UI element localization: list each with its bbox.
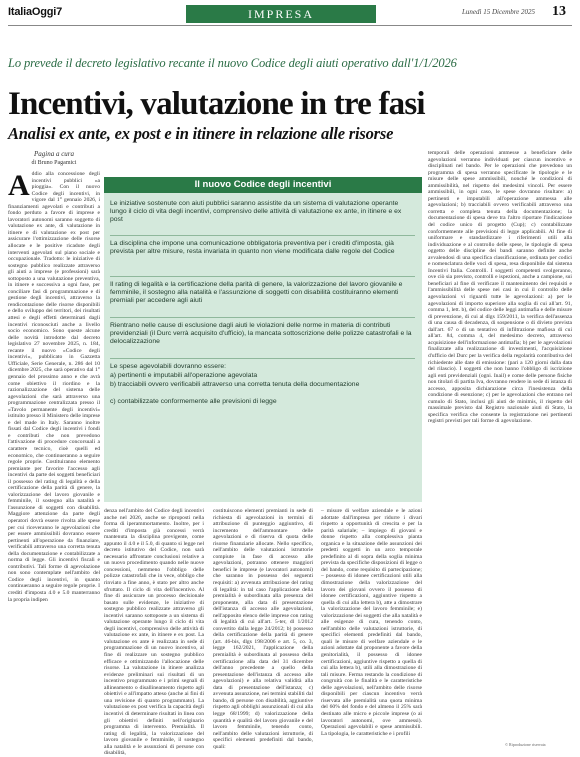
- column-2-text: denza nell'ambito del Codice degli incentivi anche nel 2026, anche se riproposti nella forma di iperammortamento. Inoltre, per i crediti d'imposta già concessi verrà mantenuta la disciplina previgente, come appunto il 4.0 e il 5.0, di quanto si legge nel decreto istitutivo del Codice, non sarà necessario affrontare conclusioni relative a un nuovo procedimento quando nelle nuove concessioni, nemmeno l'obbligo delle polizze catastrofali che in vece, obbligo che rinviato a fine anno, è stato per altro anche sfruttato. Il ciclo di vita dell'incentivo. Al fine di assicurare un processo decisionale basato sulle evidenze, le iniziative di sostegno pubblico realizzate attraverso gli incentivi saranno sottoposte a un sistema di valutazione operante lungo il ciclo di vita degli incentivi, comprensivo delle attività di valutazione ex ante, in itinere e ex post. La valutazione ex ante è realizzata in sede di programmazione di un nuovo incentivo, al fine di realizzare un sostegno pubblico efficace e ottimizzando l'allocazione delle risorse. La valutazione in itinere analizza evidenze preliminari sui risultati di un incentivo programmato e i primi segnali di allineamento o disallineamento rispetto agli obiettivi e all'impatto atteso (anche ai fini di una revisione di quanto programmato). La valutazione ex post verifica la capacità degli incentivi di determinare risultati in linea con gli obiettivi definiti nell'originario programma di intervento. Premialità. Il rating di legalità, la valorizzazione del lavoro giovanile e femminile, il sostegno alla natalità e le assunzioni di persone con disabilità,: [104, 508, 204, 757]
- article-column-5: [428, 150, 572, 740]
- box-paragraph-1: Le iniziative sostenute con aiuti pubblici saranno assistite da un sistema di valutazione operante lungo il ciclo di vita degli incentivi, comprensivo delle attività di valutazione ex ante, in itinere e ex post: [110, 200, 402, 224]
- article-column-4: [321, 508, 422, 745]
- article-column-3: [213, 508, 313, 750]
- box-separator: [110, 317, 415, 318]
- box-spese-item-b: b) tracciabili ovvero verificabili attraverso una corretta tenuta della documentazione: [110, 381, 360, 388]
- box-separator: [110, 276, 415, 277]
- sidebar-box-title: Il nuovo Codice degli incentivi: [104, 177, 422, 193]
- column-4-text: – misure di welfare aziendale e le azioni adottate dall'impresa per ridurre i divari rispetto a opportunità di crescita e per la parità salariale; – impiego di giovani e donne rispetto alla complessiva pianta organica e la situazione delle assunzioni dei predetti soggetti in un arco temporale predefinito al di sopra della soglia minima prevista da specifiche disposizioni di legge o del bando, come requisito di partecipazione; – possesso di idonee certificazioni utili alla dimostrazione della valorizzazione del lavoro dei giovani ovvero il possesso di idonee certificazioni, aggiuntive rispetto a quella di cui alla lettera b), atte a dimostrare la valorizzazione del lavoro femminile; e) valorizzazione dei soggetti che alla natalità e alle esigenze di cura, tenendo conto, nell'ambito delle valutazioni istruttorie, di specifici elementi predefiniti dal bando, quali le misure di welfare aziendale e le azioni adottate dal proponente a favore della genitorialità, il possesso di idonee certificazioni, aggiuntive rispetto a quella di cui alla lettera b), utili alla dimostrazione di tali misure. Ferma restando la condizione di congruità con le finalità e le caratteristiche delle agevolazioni, nell'ambito delle risorse disponibili per ciascun incentivo verrà riservata alle premialità una quota minima del 60% del fondo e del almeno il 25% sarà destinato alle micro e piccole imprese (o ai lavoratori autonomi, ove ammessi). Operazioni agevolabili e spese ammissibili. La tipologia, le caratteristiche e i profili: [321, 508, 422, 737]
- page-header: [0, 0, 580, 24]
- column-3-text: costituiscono elementi premianti in sede di richiesta di agevolazioni in termini di attribuzione di punteggio aggiuntivo, di incremento dell'ammontare delle agevolazioni e di riserva di quota delle risorse finanziarie allocate. Nello specifico, nell'ambito delle valutazioni istruttorie compiute in fase di accesso alle agevolazioni, potranno ottenere maggiori benefici le imprese (e lavoratori autonomi) che saranno in possesso dei seguenti requisiti: a) avvenuta attribuzione del rating di legalità: in tal caso l'applicazione della premialità è subordinata alla presenza del proponente, alla data di presentazione dell'istanza di accesso alle agevolazioni, nell'apposito elenco delle imprese con rating di legalità di cui all'art. 5-ter, dl 1/2012 convertito dalla legge 24/2012; b) possesso della certificazione della parità di genere (art. 46-bis, dlgs 198/2006 e art. 5, co. 3, legge 162/2021, l'applicazione della premialità è subordinata al possesso della certificazione alla data del 31 dicembre dell'anno precedente a quello della presentazione dell'istanza di accesso alle agevolazioni) e alla relativa validità alla data di presentazione dell'istanza; c) avvenuta assunzione, nei termini stabiliti dal bando, di persone con disabilità, aggiuntive rispetto agli obblighi assunzionali di cui alla legge 68/1999; d) valorizzazione della quantità e qualità del lavoro giovanile e del lavoro femminile, tenendo conto, nell'ambito delle valutazioni istruttorie, di specifici elementi predefiniti dal bando, quali:: [213, 508, 313, 750]
- header-divider: [8, 25, 572, 26]
- byline-prefix: Pagina a cura: [33, 150, 75, 158]
- article-column-2: [104, 508, 204, 757]
- copyright-note: © Riproduzione riservata: [505, 742, 546, 747]
- column-5-text: temporali delle operazioni ammesse a beneficiare delle agevolazioni verranno individuati per ciascun incentivo e disciplinati nel bando. Per le operazioni che prevedono un programma di spesa verranno specificate le tipologie e le misure delle spese ammissibili, nonché le condizioni di ammissibilità, nel rispetto dei medesimi vincoli. Per essere ammissibili, in ogni caso, le spese dovranno risultare: a) pertinenti e imputabili all'operazione ammessa alle agevolazioni; b) tracciabili ovvero verificabili attraverso una corretta e completa tenuta della documentazione; la documentazione di spesa deve tra l'altro riportare l'indicazione del codice unico di progetto (Cup); c) contabilizzate conformemente alle previsioni di legge applicabili. Al fine di uniformare e standardizzare i riferimenti utili alla individuazione e al controllo delle spese, le tipologie di spesa oggetto delle discipline dei bandi saranno definite anche avvalendosi di una specifica classificazione, ordinata per codici e nomenclatura delle voci di spesa, resa disponibile dal sistema Incentivi Italia. Controlli. I soggetti competenti svolgeranno, ove ciò sia previsto, controlli e ispezioni, anche a campione, sui beneficiari al fine di verificare il mantenimento dei requisiti e l'ammissibilità delle spese nei casi in cui il controllo delle agevolazioni vi riguardi tutte le agevolazioni: a) per le agevolazioni di importo superiore alla soglia di cui all'art. 91, comma 1, lett. b), del codice delle leggi antimafia e delle misure di prevenzione, di cui al dlgs 159/2011, la verifica dell'assenza di una causa di decadenza, di sospensione o di divieto prevista dall'art. 67 o di un tentativo di infiltrazione mafiosa di cui all'art. 84, comma 4, del medesimo decreto, attraverso acquisizione dell'informazione antimafia; b) per le agevolazioni finalizzate alla realizzazione di investimenti, l'acquisizione d'ufficio del Durc per la verifica della regolarità contributiva del richiedente alle date di emissione: (pari a 120 giorni dalla data del rilascio). I soggetti che non hanno l'obbligo di iscrizione agli enti previdenziali (ogni. Inail) e come delle persone fisiche non titolari di partita Iva, dovranno rendere in sede di istanza di accesso, apposita dichiarazione circa l'inesistenza della condizione di esenzione; c) per le agevolazioni che entrano nel cumulo di Stato, inclusi gli aiuti de minimis, il rispetto del massimale previsto dal Registro nazionale aiuti di Stato, la specifica verifica che consente la registrazione nei pertinenti registri previsti per tali forme di agevolazione.: [428, 150, 572, 425]
- article-column-1: [8, 150, 100, 745]
- box-spese-item-a: a) pertinenti e imputabili all'operazione agevolata: [110, 372, 258, 379]
- page-number: 13: [552, 4, 566, 19]
- box-spese-intro: Le spese agevolabili dovranno essere:: [110, 363, 227, 370]
- box-paragraph-2: La disciplina che impone una comunicazione obbligatoria preventiva per i crediti d'imposta, già prevista per altre misure, resta invariata in quanto non viene modificata dalle regole del Codice: [110, 240, 395, 256]
- drop-cap: A: [8, 169, 30, 202]
- masthead-logo: ItaliaOggi7: [8, 6, 63, 18]
- section-label: IMPRESA: [186, 5, 376, 23]
- article-kicker: Lo prevede il decreto legislativo recante il nuovo Codice degli aiuti operativo dall'1/1/2026: [8, 56, 457, 70]
- box-paragraph-4: Rientrano nelle cause di esclusione dagli aiuti le violazioni delle norme in materia di contributi previdenziali (il Durc verrà acquisito d'ufficio), la mancata sottoscrizione delle polizze catastrofali e la delocalizzazione: [110, 322, 412, 346]
- byline-author: di Bruno Pagamici: [31, 160, 77, 166]
- article-subtitle: Analisi ex ante, ex post e in itinere in relazione alle risorse: [8, 124, 394, 143]
- box-separator: [110, 358, 415, 359]
- article-title: Incentivi, valutazione in tre fasi: [8, 86, 425, 122]
- box-paragraph-3: Il rating di legalità e la certificazione della parità di genere, la valorizzazione del lavoro giovanile e femminile, il sostegno alla natalità e l'assunzione di soggetti con disabilità costituiranno elementi premiali per accedere agli aiuti: [110, 281, 403, 305]
- box-spese-item-c: c) contabilizzate conformemente alle previsioni di legge: [110, 398, 277, 405]
- issue-date: Lunedì 15 Dicembre 2025: [462, 8, 536, 16]
- box-separator: [110, 235, 415, 236]
- column-1-text: ddio alla concessione degli incentivi pubblici «a pioggia». Con il nuovo Codice degli incentivi, in vigore dal 1° gennaio 2026, i finanziamenti agevolati e contributi a fondo perduto a favore di imprese e lavoratori autonomi saranno soggetto di valutazione ex ante, di valutazione in itinere e di valutazione ex post per assicurare l'ottimizzazione delle risorse allocate e le positive ricadute degli interventi agevolati sul piano sociale e occupazionale. Tradotto: le iniziative di sostegno pubblico realizzate attraverso gli aiuti a imprese (e professioni) sarà sottoposto a una valutazione preventiva, in itinere e successiva a ogni fase, per conciliare fasi di programmazione e di gestione degli incentivi, attraverso la rendicontazione delle risorse disponibili e dello sviluppo dei territori, dei risultati attesi e degli effetti determinati dagli incentivi riconosciuti anche a livello socio economico. Sono queste alcune delle novità introdotte dal decreto legislativo 27 novembre 2025, n. 184, recante il nuovo «Codice degli incentivi», pubblicato in Gazzetta Ufficiale, Serie Generale, n. 286 del 10 dicembre 2025, che sarà operativo dal 1° gennaio del prossimo anno e che avrà come obiettivo il riordino e la razionalizzazione del sistema delle agevolazioni che sarà attraverso una programmazione centralizzata presso il «Tavolo permanente degli incentivi» istituito presso il Ministero delle imprese e del made in Italy. Saranno inoltre fissati dal Codice degli incentivi i fondi e contributi che non prevedono l'attivazione di procedure concorsuali a carattere tecnico, cioè quelli ed economico, che continueranno a seguire regole proprie. Costituiranno elemento premiante per favorire l'accesso agli incentivi da parte dei soggetti beneficiari il possesso del rating di legalità e della certificazione della parità di genere, la valorizzazione del lavoro giovanile e femminile, il sostegno alla natalità e l'assunzione di soggetti con disabilità. Maggiore attenzione da parte degli operatori dovrà essere rivolta alle spese per cui riceveranno le agevolazioni che per essere ammissibili dovranno essere pertinenti all'operazione da finanziare, verificabili attraverso una corretta tenuta della documentazione e contabilizzate a norma di legge. Gli incentivi fiscali e contributivi. Tali forme di agevolazione non sono contemplate nell'ambito del Codice degli incentivi, in quanto continueranno a seguire regole proprie. I crediti d'imposta 4.0 e 5.0 manterranno la propria indipen: [8, 171, 100, 603]
